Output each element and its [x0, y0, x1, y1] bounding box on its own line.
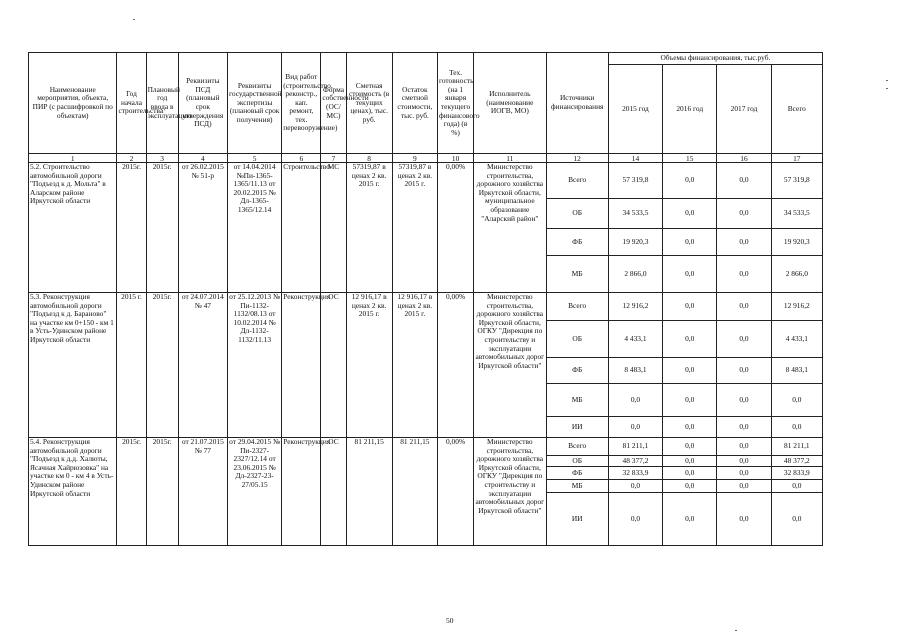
estimated-cost: 81 211,15 [346, 438, 392, 546]
header-funding-group: Объемы финансирования, тыс.руб. [608, 53, 822, 65]
header-remaining: Остаток сметной стоимости, тыс. руб. [392, 53, 437, 154]
amount-2015: 81 211,1 [608, 438, 662, 456]
amount-2017: 0,0 [717, 384, 771, 417]
amount-2017: 0,0 [717, 163, 771, 199]
technical-readiness: 0,00% [437, 163, 473, 293]
amount-total: 0,0 [771, 480, 822, 493]
object-name: 5.2. Строительство автомобильной дороги "Подъезд к д. Мольта" в Аларском районе Иркутской области [29, 163, 117, 293]
header-start-year: Год начала строительства [117, 53, 146, 154]
header-total: Всего [771, 65, 822, 154]
amount-2015: 2 866,0 [608, 256, 662, 293]
amount-2015: 34 533,5 [608, 199, 662, 229]
ownership-form: ОС [321, 438, 346, 546]
psd-details: от 26.02.2015 № 51-р [178, 163, 227, 293]
amount-2016: 0,0 [663, 417, 717, 438]
executor: Министерство строительства, дорожного хозяйства Иркутской области, ОГКУ "Дирекция по строительству и эксплуатации автомобильных дорог Иркутской области" [474, 438, 546, 546]
funding-source: ОБ [546, 456, 608, 467]
scan-speck [735, 630, 737, 631]
capital-works-table [28, 52, 823, 546]
record-row [29, 293, 823, 321]
record-row [29, 163, 823, 199]
scan-speck [886, 80, 888, 81]
remaining-cost: 12 916,17 в ценах 2 кв. 2015 г. [392, 293, 437, 438]
column-number: 2 [117, 154, 146, 163]
column-number: 14 [608, 154, 662, 163]
amount-2017: 0,0 [717, 256, 771, 293]
amount-2015: 0,0 [608, 480, 662, 493]
record-row [29, 438, 823, 456]
psd-details: от 24.07.2014 № 47 [178, 293, 227, 438]
work-type: Реконструкция [282, 438, 321, 546]
expertise-details: от 25.12.2013 № Пи-1132-1132/08.13 от 10.02.2014 № Дл-1132-1132/11.13 [227, 293, 281, 438]
amount-total: 57 319,8 [771, 163, 822, 199]
amount-2015: 0,0 [608, 493, 662, 546]
header-plan-year: Плановый год ввода в эксплуатацию [146, 53, 178, 154]
column-number: 12 [546, 154, 608, 163]
plan-year: 2015г. [146, 438, 178, 546]
column-number: 6 [282, 154, 321, 163]
column-number: 3 [146, 154, 178, 163]
header-ownership: Форма собственности (ОС/МС) [321, 53, 346, 154]
column-number: 10 [437, 154, 473, 163]
amount-2016: 0,0 [663, 199, 717, 229]
column-number: 5 [227, 154, 281, 163]
remaining-cost: 81 211,15 [392, 438, 437, 546]
amount-2017: 0,0 [717, 417, 771, 438]
amount-2017: 0,0 [717, 493, 771, 546]
funding-source: МБ [546, 384, 608, 417]
column-number: 11 [474, 154, 546, 163]
header-year-2016: 2016 год [663, 65, 717, 154]
funding-source: ИИ [546, 417, 608, 438]
column-number: 7 [321, 154, 346, 163]
amount-2016: 0,0 [663, 493, 717, 546]
column-number: 15 [663, 154, 717, 163]
amount-2017: 0,0 [717, 229, 771, 256]
amount-2015: 4 433,1 [608, 321, 662, 358]
column-number: 16 [717, 154, 771, 163]
start-year: 2015г. [117, 163, 146, 293]
header-estimate: Сметная стоимость (в текущих ценах), тыс. руб. [346, 53, 392, 154]
expertise-details: от 14.04.2014 №Пи-1365-1365/11.13 от 20.02.2015 № Дл-1365-1365/12.14 [227, 163, 281, 293]
amount-2017: 0,0 [717, 480, 771, 493]
work-type: Реконструкция [282, 293, 321, 438]
amount-2017: 0,0 [717, 456, 771, 467]
amount-2017: 0,0 [717, 321, 771, 358]
amount-2017: 0,0 [717, 199, 771, 229]
amount-total: 0,0 [771, 493, 822, 546]
technical-readiness: 0,00% [437, 438, 473, 546]
amount-2016: 0,0 [663, 256, 717, 293]
column-number: 17 [771, 154, 822, 163]
amount-2017: 0,0 [717, 293, 771, 321]
amount-total: 34 533,5 [771, 199, 822, 229]
plan-year: 2015г. [146, 293, 178, 438]
amount-total: 4 433,1 [771, 321, 822, 358]
amount-total: 0,0 [771, 384, 822, 417]
ownership-form: МС [321, 163, 346, 293]
funding-source: МБ [546, 480, 608, 493]
header-name: Наименование мероприятия, объекта, ПИР (с расшифровкой по объектам) [29, 53, 117, 154]
ownership-form: ОС [321, 293, 346, 438]
amount-2016: 0,0 [663, 163, 717, 199]
expertise-details: от 29.04.2015 № Пи-2327-2327/12.14 от 23.06.2015 № Дл-2327-23-27/05.15 [227, 438, 281, 546]
remaining-cost: 57319,87 в ценах 2 кв. 2015 г. [392, 163, 437, 293]
amount-2015: 32 833,9 [608, 467, 662, 480]
funding-source: ФБ [546, 467, 608, 480]
funding-source: ФБ [546, 358, 608, 384]
amount-2016: 0,0 [663, 467, 717, 480]
amount-total: 19 920,3 [771, 229, 822, 256]
funding-source: ОБ [546, 199, 608, 229]
psd-details: от 21.07.2015 № 77 [178, 438, 227, 546]
header-readiness: Тех. готовность (на 1 января текущего финансового года) (в %) [437, 53, 473, 154]
amount-2016: 0,0 [663, 229, 717, 256]
amount-total: 32 833,9 [771, 467, 822, 480]
amount-2017: 0,0 [717, 438, 771, 456]
amount-2016: 0,0 [663, 293, 717, 321]
amount-2015: 12 916,2 [608, 293, 662, 321]
object-name: 5.3. Реконструкция автомобильной дороги "Подъезд к д. Бараново" на участке км 0+150 - км 1 в Усть-Удинском районе Иркутской области [29, 293, 117, 438]
column-number: 1 [29, 154, 117, 163]
column-number: 4 [178, 154, 227, 163]
amount-total: 0,0 [771, 417, 822, 438]
header-work-type: Вид работ (строительство, реконстр., кап. ремонт, тех. перевооружение) [282, 53, 321, 154]
scan-speck [886, 88, 888, 89]
funding-source: Всего [546, 438, 608, 456]
funding-source: ИИ [546, 493, 608, 546]
amount-2016: 0,0 [663, 358, 717, 384]
amount-2016: 0,0 [663, 480, 717, 493]
amount-2015: 0,0 [608, 384, 662, 417]
amount-2016: 0,0 [663, 384, 717, 417]
amount-2017: 0,0 [717, 467, 771, 480]
amount-2016: 0,0 [663, 321, 717, 358]
amount-total: 2 866,0 [771, 256, 822, 293]
amount-2015: 57 319,8 [608, 163, 662, 199]
amount-total: 81 211,1 [771, 438, 822, 456]
amount-2015: 48 377,2 [608, 456, 662, 467]
amount-total: 48 377,2 [771, 456, 822, 467]
funding-source: ФБ [546, 229, 608, 256]
header-year-2017: 2017 год [717, 65, 771, 154]
header-funding-source: Источники финансирования [546, 53, 608, 154]
start-year: 2015г. [117, 438, 146, 546]
amount-2016: 0,0 [663, 456, 717, 467]
scan-speck [133, 19, 135, 20]
amount-2017: 0,0 [717, 358, 771, 384]
funding-source: Всего [546, 163, 608, 199]
column-number: 9 [392, 154, 437, 163]
technical-readiness: 0,00% [437, 293, 473, 438]
funding-source: Всего [546, 293, 608, 321]
funding-source: ОБ [546, 321, 608, 358]
header-expertise: Реквизиты государственной экспертизы (плановый срок получения) [227, 53, 281, 154]
executor: Министерство строительства, дорожного хозяйства Иркутской области, ОГКУ "Дирекция по строительству и эксплуатации автомобильных дорог Иркутской области" [474, 293, 546, 438]
header-year-2015: 2015 год [608, 65, 662, 154]
amount-2015: 8 483,1 [608, 358, 662, 384]
estimated-cost: 12 916,17 в ценах 2 кв. 2015 г. [346, 293, 392, 438]
column-number: 8 [346, 154, 392, 163]
plan-year: 2015г. [146, 163, 178, 293]
work-type: Строительство [282, 163, 321, 293]
funding-source: МБ [546, 256, 608, 293]
header-psd: Реквизиты ПСД (плановый срок утверждения ПСД) [178, 53, 227, 154]
object-name: 5.4. Реконструкция автомобильной дороги "Подъезд к д.д. Халюты, Ясачная Хайрюзовка" на участке км 0 - км 4 в Усть-Удинском районе Иркутской области [29, 438, 117, 546]
amount-2015: 19 920,3 [608, 229, 662, 256]
amount-total: 12 916,2 [771, 293, 822, 321]
amount-2015: 0,0 [608, 417, 662, 438]
header-executor: Исполнитель (наименование ИОГВ, МО) [474, 53, 546, 154]
amount-total: 8 483,1 [771, 358, 822, 384]
start-year: 2015 г. [117, 293, 146, 438]
estimated-cost: 57319,87 в ценах 2 кв. 2015 г. [346, 163, 392, 293]
amount-2016: 0,0 [663, 438, 717, 456]
page-number: 50 [446, 616, 454, 625]
executor: Министерство строительства, дорожного хозяйства Иркутской области, муниципальное образование "Аларский район" [474, 163, 546, 293]
